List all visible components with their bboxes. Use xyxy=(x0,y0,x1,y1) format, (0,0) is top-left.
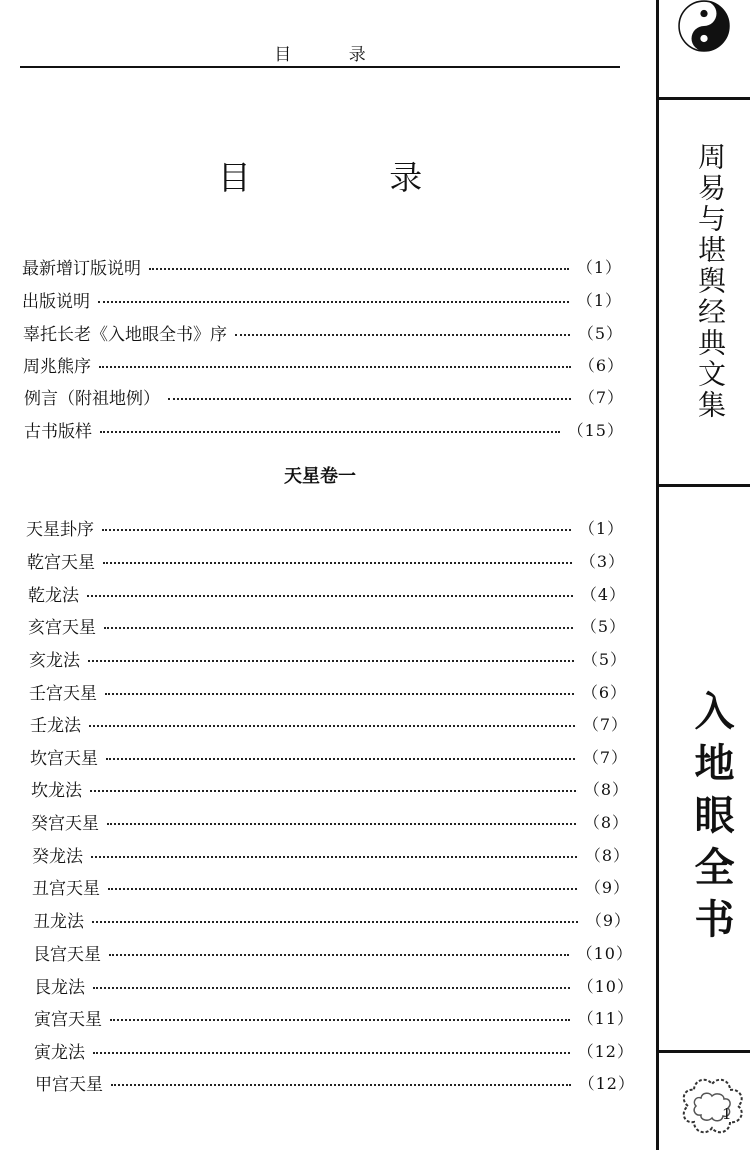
toc-entry-page: （5） xyxy=(580,616,626,636)
toc-entry-page: （1） xyxy=(576,257,622,277)
toc-entry-title: 癸龙法 xyxy=(32,846,83,867)
sidebar xyxy=(656,0,750,1150)
dot-leader xyxy=(87,595,573,597)
toc-entry-page: （5） xyxy=(581,649,627,669)
toc-entry-page: （9） xyxy=(584,877,630,897)
toc-entry-page: （4） xyxy=(580,584,626,604)
sidebar-divider xyxy=(656,1050,750,1053)
toc-entry[interactable] xyxy=(35,1068,635,1096)
toc-entry-page: （11） xyxy=(577,1008,634,1028)
toc-entry[interactable] xyxy=(31,807,629,835)
toc-entry[interactable] xyxy=(33,938,633,966)
dot-leader xyxy=(104,627,573,629)
toc-entry[interactable] xyxy=(28,611,626,639)
toc-entry-title: 例言（附祖地例） xyxy=(24,388,160,409)
toc-entry-page: （15） xyxy=(567,420,624,440)
toc-entry-page: （6） xyxy=(578,355,624,375)
taiji-icon xyxy=(678,0,730,52)
toc-entry-page: （10） xyxy=(576,943,633,963)
sidebar-divider xyxy=(656,484,750,487)
section-heading: 天星卷一 xyxy=(284,466,356,487)
toc-entry[interactable] xyxy=(22,285,622,313)
toc-entry-title: 丑宫天星 xyxy=(32,878,100,899)
toc-entry-page: （5） xyxy=(577,323,623,343)
toc-entry[interactable] xyxy=(33,905,631,933)
toc-entry-title: 坎宫天星 xyxy=(30,748,98,769)
dot-leader xyxy=(149,268,569,270)
toc-entry[interactable] xyxy=(29,677,627,705)
dot-leader xyxy=(89,725,575,727)
page-number: 1 xyxy=(722,1105,732,1123)
toc-entry-page: （1） xyxy=(578,518,624,538)
dot-leader xyxy=(106,758,575,760)
toc-entry-title: 癸宫天星 xyxy=(31,813,99,834)
toc-entry[interactable] xyxy=(32,872,630,900)
book-title: 入地眼全书 xyxy=(688,690,735,950)
dot-leader xyxy=(92,921,578,923)
toc-entry-page: （1） xyxy=(576,290,622,310)
toc-entry-page: （8） xyxy=(584,845,630,865)
toc-entry[interactable] xyxy=(28,579,626,607)
toc-entry-title: 艮龙法 xyxy=(34,977,85,998)
toc-entry-title: 丑龙法 xyxy=(33,911,84,932)
dot-leader xyxy=(98,301,569,303)
toc-entry-title: 甲宫天星 xyxy=(35,1074,103,1095)
page-title: 目 录 xyxy=(217,158,487,197)
dot-leader xyxy=(93,987,570,989)
toc-entry-title: 天星卦序 xyxy=(26,519,94,540)
dot-leader xyxy=(109,954,569,956)
toc-entry-title: 出版说明 xyxy=(22,291,90,312)
toc-entry[interactable] xyxy=(26,513,624,541)
toc-entry[interactable] xyxy=(34,1036,634,1064)
dot-leader xyxy=(105,693,574,695)
toc-entry-page: （12） xyxy=(577,1041,634,1061)
dot-leader xyxy=(102,529,571,531)
toc-entry-title: 乾宫天星 xyxy=(27,552,95,573)
toc-entry[interactable] xyxy=(30,709,628,737)
toc-entry-title: 古书版样 xyxy=(24,421,92,442)
toc-entry-title: 辜托长老《入地眼全书》序 xyxy=(23,324,227,345)
toc-entry[interactable] xyxy=(24,415,624,443)
toc-entry[interactable] xyxy=(29,644,627,672)
dot-leader xyxy=(107,823,576,825)
dot-leader xyxy=(91,856,577,858)
toc-entry-title: 亥龙法 xyxy=(29,650,80,671)
toc-entry-title: 坎龙法 xyxy=(31,780,82,801)
toc-entry-page: （8） xyxy=(583,779,629,799)
toc-entry-title: 周兆熊序 xyxy=(23,356,91,377)
dot-leader xyxy=(111,1084,571,1086)
toc-entry[interactable] xyxy=(32,840,630,868)
sidebar-divider xyxy=(656,97,750,100)
toc-entry-title: 最新增订版说明 xyxy=(22,258,141,279)
toc-entry[interactable] xyxy=(34,971,634,999)
toc-entry[interactable] xyxy=(23,350,624,378)
toc-entry[interactable] xyxy=(30,742,628,770)
toc-entry[interactable] xyxy=(27,546,625,574)
series-title: 周易与堪舆经典文集 xyxy=(694,142,727,421)
toc-entry-page: （7） xyxy=(582,747,628,767)
toc-entry-title: 壬宫天星 xyxy=(29,683,97,704)
sidebar-border xyxy=(656,0,659,1150)
toc-entry-title: 寅龙法 xyxy=(34,1042,85,1063)
toc-entry-page: （12） xyxy=(578,1073,635,1093)
dot-leader xyxy=(99,366,571,368)
toc-entry-title: 艮宫天星 xyxy=(33,944,101,965)
toc-entry[interactable] xyxy=(31,774,629,802)
toc-entry-title: 壬龙法 xyxy=(30,715,81,736)
toc-entry[interactable] xyxy=(22,252,622,280)
dot-leader xyxy=(90,790,576,792)
toc-entry-page: （10） xyxy=(577,976,634,996)
toc-entry-page: （3） xyxy=(579,551,625,571)
toc-entry[interactable] xyxy=(34,1003,634,1031)
toc-entry-page: （7） xyxy=(582,714,628,734)
toc-entry-page: （8） xyxy=(583,812,629,832)
dot-leader xyxy=(93,1052,570,1054)
toc-entry-title: 亥宫天星 xyxy=(28,617,96,638)
toc-entry[interactable] xyxy=(23,318,623,346)
dot-leader xyxy=(100,431,560,433)
toc-entry-title: 寅宫天星 xyxy=(34,1009,102,1030)
toc-entry-page: （9） xyxy=(585,910,631,930)
dot-leader xyxy=(235,334,570,336)
dot-leader xyxy=(168,398,571,400)
toc-entry-page: （7） xyxy=(578,387,624,407)
toc-entry[interactable] xyxy=(24,382,624,410)
dot-leader xyxy=(88,660,574,662)
dot-leader xyxy=(103,562,572,564)
toc-entry-page: （6） xyxy=(581,682,627,702)
toc-entry-title: 乾龙法 xyxy=(28,585,79,606)
cloud-ornament-icon xyxy=(676,1062,750,1148)
running-header: 目 录 xyxy=(274,45,392,65)
dot-leader xyxy=(110,1019,570,1021)
dot-leader xyxy=(108,888,577,890)
